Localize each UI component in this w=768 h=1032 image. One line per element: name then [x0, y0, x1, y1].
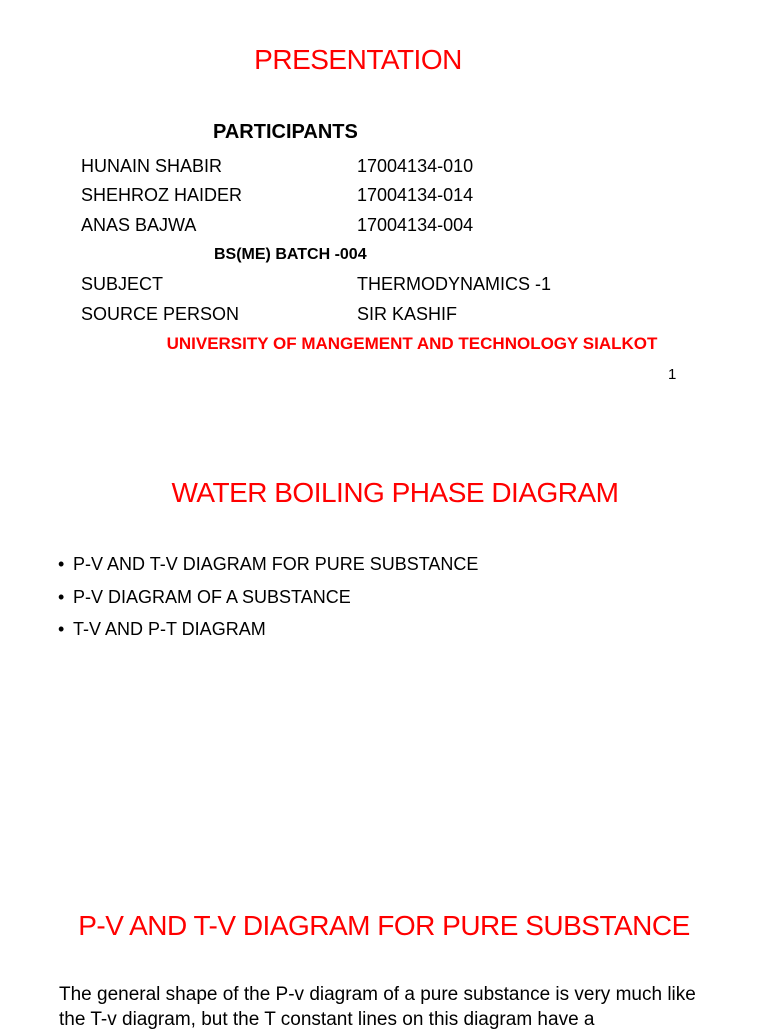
- bullet-icon: •: [58, 619, 65, 639]
- participant-id: 17004134-004: [357, 215, 474, 235]
- batch-label: BS(ME) BATCH -004: [214, 246, 367, 263]
- participants-heading: PARTICIPANTS: [213, 121, 358, 143]
- bullet-text: T-V AND P-T DIAGRAM: [73, 619, 266, 639]
- slide-2: [0, 420, 768, 860]
- source-person-label: SOURCE PERSON: [81, 304, 240, 324]
- bullet-text: P-V AND T-V DIAGRAM FOR PURE SUBSTANCE: [73, 554, 479, 574]
- list-item: [58, 613, 478, 646]
- slide-3-title: P-V AND T-V DIAGRAM FOR PURE SUBSTANCE: [78, 910, 690, 941]
- participant-name: HUNAIN SHABIR: [81, 156, 223, 176]
- slide-1: [0, 0, 768, 410]
- presentation-title: PRESENTATION: [254, 44, 462, 75]
- participant-name: ANAS BAJWA: [81, 215, 197, 235]
- slide-number: 1: [668, 366, 677, 383]
- slide-2-title: WATER BOILING PHASE DIAGRAM: [171, 477, 619, 508]
- participant-id: 17004134-014: [357, 185, 474, 205]
- bullet-icon: •: [58, 586, 65, 607]
- subject-value: THERMODYNAMICS -1: [357, 274, 552, 294]
- body-paragraph: The general shape of the P-v diagram of a pure substance is very much like the T-v diagram, but the T constant lines on this diagram have a: [59, 984, 696, 1030]
- bullet-list: [58, 548, 478, 646]
- participant-name: SHEHROZ HAIDER: [81, 185, 243, 205]
- slide-3: [0, 870, 768, 1030]
- bullet-icon: •: [58, 554, 65, 574]
- participant-id: 17004134-010: [357, 156, 474, 176]
- subject-label: SUBJECT: [81, 274, 164, 294]
- bullet-text: P-V DIAGRAM OF A SUBSTANCE: [73, 586, 351, 607]
- list-item: [58, 581, 478, 614]
- university-name: UNIVERSITY OF MANGEMENT AND TECHNOLOGY SIALKOT: [166, 334, 658, 353]
- source-person-value: SIR KASHIF: [357, 304, 458, 324]
- list-item: [58, 548, 478, 581]
